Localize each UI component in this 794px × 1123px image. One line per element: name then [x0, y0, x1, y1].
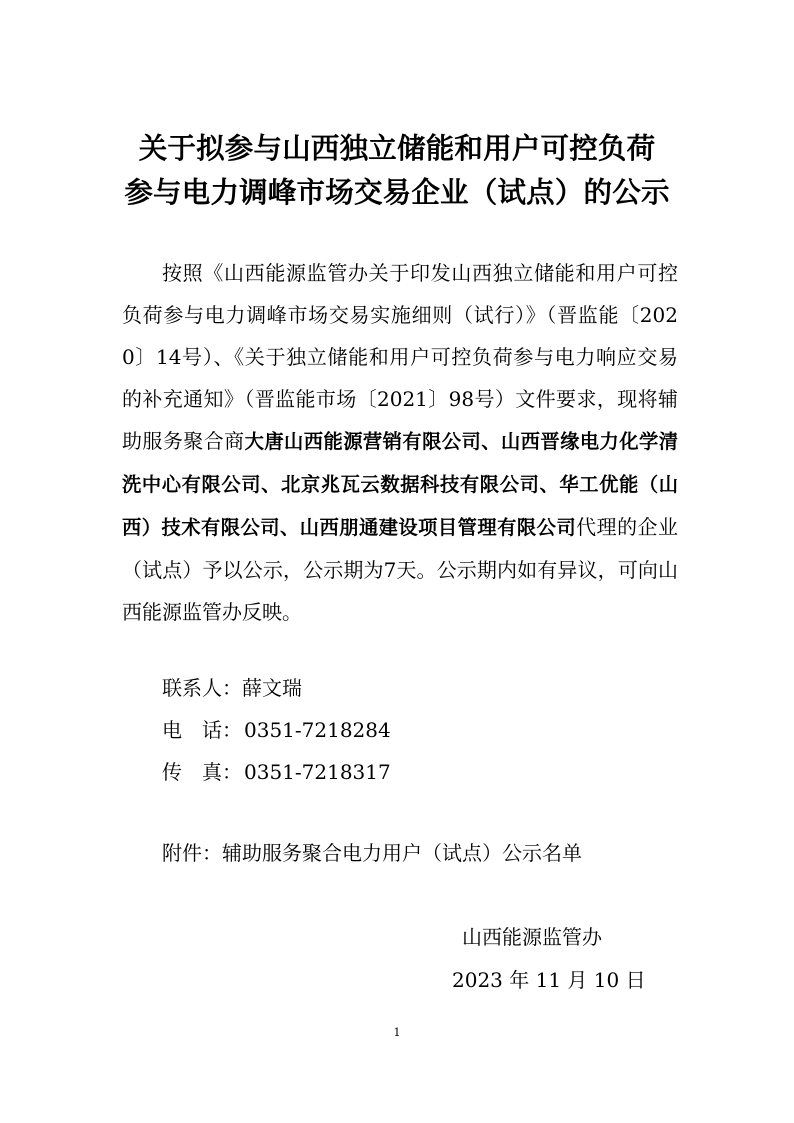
page-number: 1 [393, 1026, 401, 1039]
issue-date: 2023 年 11 月 10 日 [452, 968, 646, 992]
contact-person-line [162, 668, 302, 708]
body-text-part-1: 按照《山西能源监管办关于印发山西独立储能和用户可控负荷参与电力调峰市场交易实施细则（试行）》（晋监能〔2020〕14号）、《关于独立储能和用户可控负荷参与电力响应交易的补充通知》（晋监能市场〔2021〕98号）文件要求，现将辅助服务聚合商 [122, 261, 678, 453]
contact-person-name: 薛文瑞 [242, 676, 302, 700]
contact-fax-number: 0351-7218317 [244, 760, 391, 784]
contact-fax-line [162, 752, 391, 792]
contact-fax-label: 传 真： [162, 760, 242, 784]
body-text-part-2: 代理的企业（试点）予以公示，公示期为7天。公示期内如有异议，可向山西能源监管办反映。 [122, 515, 679, 624]
document-title-line-2: 参与电力调峰市场交易企业（试点）的公示 [124, 176, 670, 209]
notice-body-paragraph [122, 252, 678, 633]
contact-phone-number: 0351-7218284 [244, 718, 391, 742]
attachment-note: 附件：辅助服务聚合电力用户（试点）公示名单 [162, 841, 582, 865]
issuing-organization: 山西能源监管办 [462, 925, 602, 949]
contact-person-label: 联系人： [162, 676, 242, 700]
contact-phone-label: 电 话： [162, 718, 242, 742]
agent-company-list: 大唐山西能源营销有限公司、山西晋缘电力化学清洗中心有限公司、北京兆瓦云数据科技有限公司、华工优能（山西）技术有限公司、山西朋通建设项目管理有限公司 [122, 430, 678, 539]
contact-phone-line [162, 710, 391, 750]
document-title-line-1: 关于拟参与山西独立储能和用户可控负荷 [138, 132, 656, 165]
